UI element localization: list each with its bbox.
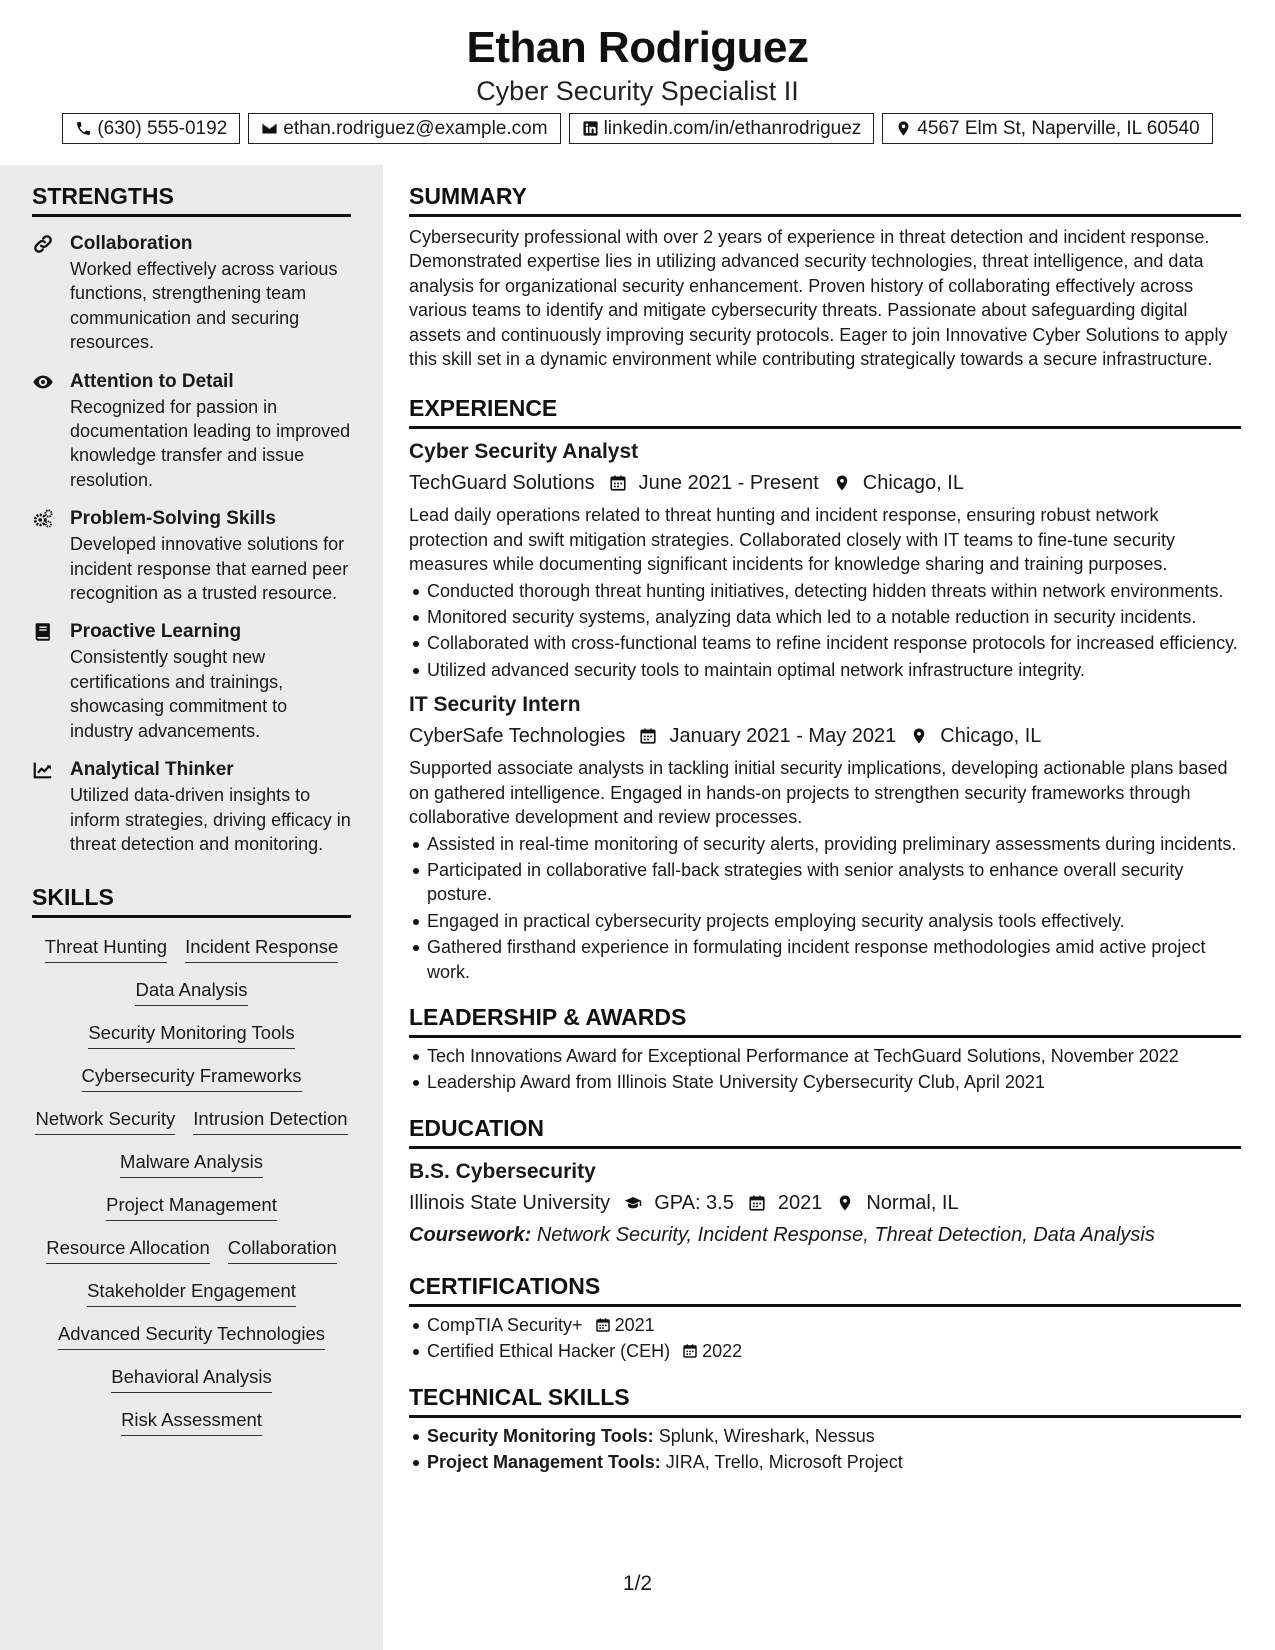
skill-tag: Risk Assessment (121, 1407, 262, 1436)
job-entry (409, 437, 1241, 682)
map-pin-icon (833, 474, 851, 492)
certification-item (409, 1313, 1241, 1337)
school-name: Illinois State University (409, 1191, 611, 1214)
strengths-heading: STRENGTHS (32, 165, 351, 217)
gears-icon (32, 508, 54, 530)
skill-tag: Data Analysis (135, 977, 247, 1006)
link-icon (32, 233, 54, 255)
job-bullets (409, 832, 1241, 984)
main-content (409, 165, 1241, 1474)
map-pin-icon (836, 1194, 854, 1212)
job-company: CyberSafe Technologies (409, 725, 626, 748)
education-entry (409, 1157, 1241, 1249)
skill-tag: Threat Hunting (45, 934, 167, 963)
technical-skill-label: Security Monitoring Tools: (427, 1425, 654, 1446)
page-number: 1/2 (622, 1572, 653, 1595)
skills-heading: SKILLS (32, 866, 351, 918)
job-description: Supported associate analysts in tackling initial security implications, developing actionable plans based on gathered intelligence. Engaged in hands-on projects to strengthen security frameworks through collaborative development and review processes. (409, 758, 1228, 828)
certification-item (409, 1339, 1241, 1363)
contact-linkedin-text: linkedin.com/in/ethanrodriguez (603, 118, 862, 139)
eye-icon (32, 371, 54, 393)
certification-name: Certified Ethical Hacker (CEH) (427, 1341, 671, 1362)
strength-title: Problem-Solving Skills (70, 508, 276, 530)
job-location: Chicago, IL (940, 725, 1042, 748)
contact-email[interactable] (248, 113, 560, 144)
skill-tag: Collaboration (228, 1235, 337, 1264)
job-meta (409, 469, 1241, 497)
job-bullet: Monitored security systems, analyzing data which led to a notable reduction in security incidents. (409, 605, 1241, 629)
graduation-year: 2021 (777, 1191, 823, 1214)
skill-tag: Stakeholder Engagement (87, 1278, 296, 1307)
contact-linkedin[interactable] (569, 113, 875, 144)
contact-email-text: ethan.rodriguez@example.com (283, 118, 548, 139)
contact-address-text: 4567 Elm St, Naperville, IL 60540 (917, 118, 1200, 139)
calendar-icon (748, 1194, 766, 1212)
job-entry (409, 690, 1241, 984)
strength-item (32, 757, 351, 856)
strength-title: Proactive Learning (70, 621, 242, 643)
coursework-label: Coursework: (409, 1223, 532, 1246)
skill-tag: Malware Analysis (120, 1149, 263, 1178)
technical-skills-heading: TECHNICAL SKILLS (409, 1366, 1241, 1418)
education-meta (409, 1189, 1241, 1217)
job-role: IT Security Intern (409, 693, 581, 717)
job-bullet: Utilized advanced security tools to maintain optimal network infrastructure integrity. (409, 658, 1241, 682)
school-location: Normal, IL (866, 1191, 959, 1214)
chart-line-icon (32, 759, 54, 781)
gpa: GPA: 3.5 (654, 1191, 734, 1214)
map-pin-icon (910, 727, 928, 745)
coursework (409, 1221, 1241, 1249)
coursework-list: Network Security, Incident Response, Threat Detection, Data Analysis (536, 1223, 1155, 1246)
job-bullet: Engaged in practical cybersecurity projects employing security analysis tools effectively. (409, 909, 1241, 933)
strength-title: Analytical Thinker (70, 759, 234, 781)
skill-tag: Behavioral Analysis (111, 1364, 271, 1393)
technical-skill-value: Splunk, Wireshark, Nessus (658, 1425, 875, 1446)
education-heading: EDUCATION (409, 1097, 1241, 1149)
job-dates: June 2021 - Present (638, 472, 819, 495)
contact-bar (0, 113, 1275, 144)
technical-skills-list (409, 1424, 1241, 1475)
strength-title: Attention to Detail (70, 370, 234, 392)
experience-heading: EXPERIENCE (409, 377, 1241, 429)
linkedin-icon (582, 120, 599, 137)
technical-skill-value: JIRA, Trello, Microsoft Project (665, 1451, 903, 1472)
contact-phone[interactable] (62, 113, 240, 144)
job-bullet: Assisted in real-time monitoring of security alerts, providing preliminary assessments during incidents. (409, 832, 1241, 856)
skill-tag: Network Security (35, 1106, 175, 1135)
job-title-headline: Cyber Security Specialist II (476, 76, 799, 106)
skill-tag: Intrusion Detection (193, 1106, 347, 1135)
skills-list (32, 934, 351, 1436)
degree: B.S. Cybersecurity (409, 1159, 596, 1183)
contact-phone-text: (630) 555-0192 (97, 118, 228, 139)
strength-item (32, 231, 351, 355)
envelope-icon (261, 120, 278, 137)
strength-desc: Recognized for passion in documentation leading to improved knowledge transfer and issue resolution. (70, 396, 351, 490)
contact-address (882, 113, 1212, 144)
certification-year: 2022 (702, 1341, 743, 1362)
skill-tag: Advanced Security Technologies (58, 1321, 325, 1350)
strength-item (32, 506, 351, 605)
strength-item (32, 619, 351, 743)
job-description: Lead daily operations related to threat hunting and incident response, ensuring robust network protection and swift mitigation strategies. Collaborated closely with IT teams to fine-tune security measures while documenting significant incidents for knowledge sharing and training purposes. (409, 505, 1176, 575)
strength-desc: Consistently sought new certifications and trainings, showcasing commitment to industry advancements. (70, 647, 288, 741)
strength-desc: Utilized data-driven insights to inform strategies, driving efficacy in threat detection and monitoring. (70, 785, 351, 854)
strength-desc: Worked effectively across various functions, strengthening team communication and securing resources. (70, 259, 338, 353)
technical-skill-item (409, 1424, 1241, 1448)
technical-skill-label: Project Management Tools: (427, 1451, 661, 1472)
skill-tag: Cybersecurity Frameworks (82, 1063, 302, 1092)
strength-desc: Developed innovative solutions for incident response that earned peer recognition as a trusted resource. (70, 534, 349, 604)
calendar-icon (682, 1343, 698, 1359)
award-item: Tech Innovations Award for Exceptional Performance at TechGuard Solutions, November 2022 (409, 1044, 1241, 1068)
job-bullets (409, 579, 1241, 683)
job-dates: January 2021 - May 2021 (669, 725, 897, 748)
certifications-list (409, 1313, 1241, 1364)
awards-list (409, 1044, 1241, 1095)
certification-year: 2021 (614, 1314, 655, 1335)
job-bullet: Collaborated with cross-functional teams to refine incident response protocols for increased efficiency. (409, 631, 1241, 655)
summary-text: Cybersecurity professional with over 2 years of experience in threat detection and incident response. Demonstrated expertise lies in utilizing advanced security technologies, threat intelligence, and data analysis for organizational security enhancement. Proven history of collaborating effectively across various teams to identify and mitigate cybersecurity threats. Passionate about safeguarding digital assets and continuously improving security protocols. Eager to join Innovative Cyber Solutions to apply this skill set in a dynamic environment while contributing strategically towards a secure infrastructure. (409, 227, 1228, 370)
award-item: Leadership Award from Illinois State University Cybersecurity Club, April 2021 (409, 1070, 1241, 1094)
sidebar (0, 165, 383, 1650)
calendar-icon (609, 474, 627, 492)
candidate-name: Ethan Rodriguez (466, 23, 809, 72)
awards-heading: LEADERSHIP & AWARDS (409, 986, 1241, 1038)
job-bullet: Participated in collaborative fall-back strategies with senior analysts to enhance overall security posture. (409, 858, 1241, 907)
job-location: Chicago, IL (862, 472, 964, 495)
calendar-icon (639, 727, 657, 745)
job-meta (409, 722, 1241, 750)
graduation-cap-icon (624, 1194, 642, 1212)
job-bullet: Gathered firsthand experience in formulating incident response methodologies amid active project work. (409, 935, 1241, 984)
skill-tag: Incident Response (185, 934, 338, 963)
job-company: TechGuard Solutions (409, 472, 595, 495)
resume-header (0, 0, 1275, 160)
phone-icon (75, 120, 92, 137)
summary-heading: SUMMARY (409, 165, 1241, 217)
strength-title: Collaboration (70, 233, 193, 254)
job-role: Cyber Security Analyst (409, 440, 639, 464)
map-pin-icon (895, 120, 912, 137)
skill-tag: Resource Allocation (46, 1235, 210, 1264)
technical-skill-item (409, 1450, 1241, 1474)
job-bullet: Conducted thorough threat hunting initiatives, detecting hidden threats within network environments. (409, 579, 1241, 603)
certification-name: CompTIA Security+ (427, 1314, 583, 1335)
calendar-icon (595, 1317, 611, 1333)
skill-tag: Project Management (106, 1192, 277, 1221)
certifications-heading: CERTIFICATIONS (409, 1255, 1241, 1307)
skill-tag: Security Monitoring Tools (88, 1020, 294, 1049)
strength-item (32, 369, 351, 493)
book-icon (32, 621, 54, 643)
